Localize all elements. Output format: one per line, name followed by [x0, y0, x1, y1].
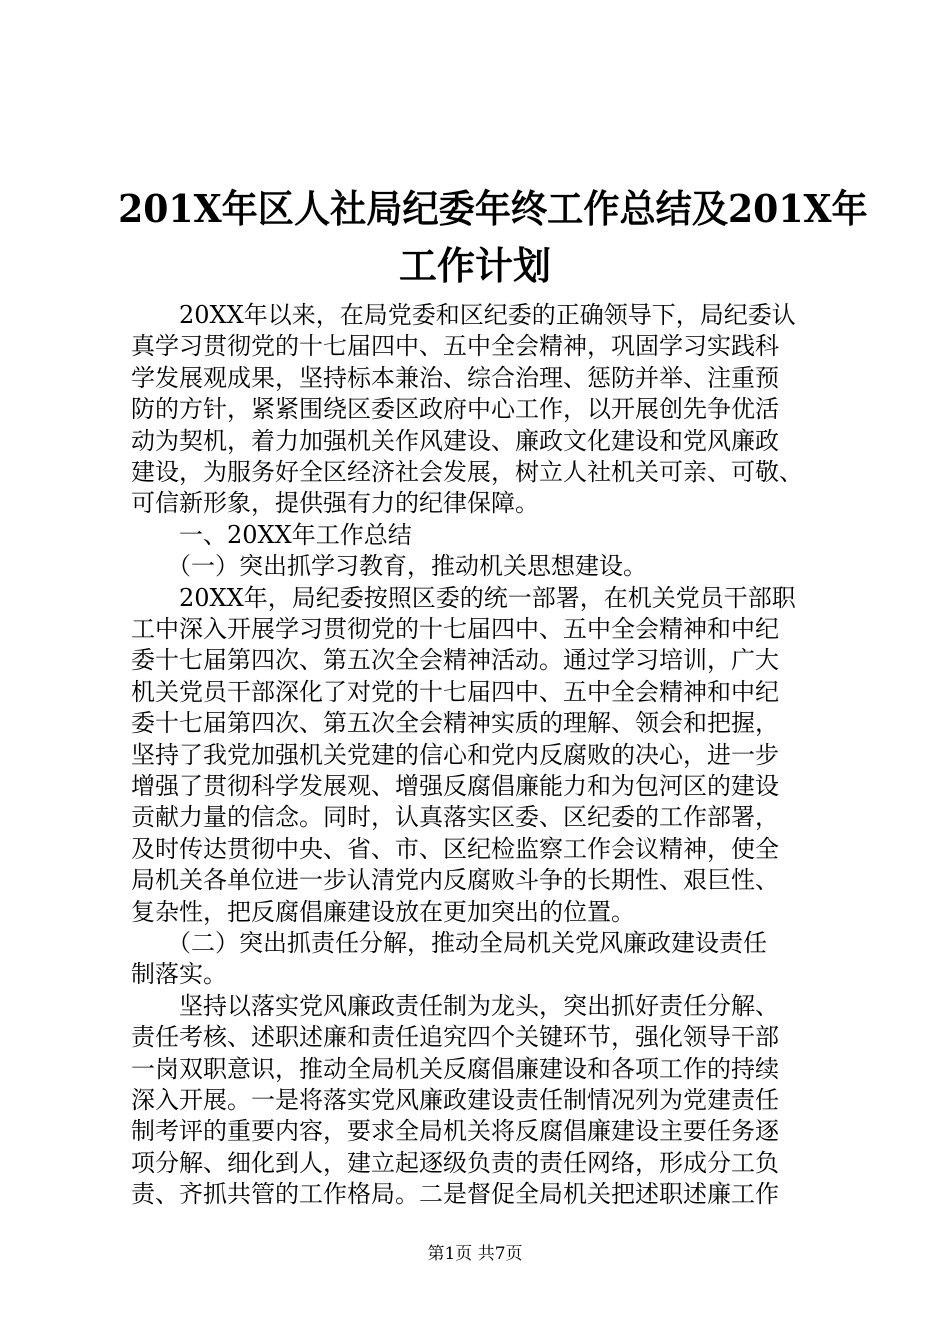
- body-text-line: 防的方针，紧紧围绕区委区政府中心工作，以开展创先争优活: [131, 395, 779, 424]
- body-text-line: 20XX年，局纪委按照区委的统一部署，在机关党员干部职: [131, 583, 796, 612]
- body-text-line: （一）突出抓学习教育，推动机关思想建设。: [131, 552, 647, 581]
- body-text-line: 增强了贯彻科学发展观、增强反腐倡廉能力和为包河区的建设: [131, 772, 779, 800]
- body-text-line: 工中深入开展学习贯彻党的十七届四中、五中全会精神和中纪: [131, 615, 779, 643]
- body-text-line: 责任考核、述职述廉和责任追究四个关键环节，强化领导干部: [131, 1023, 779, 1052]
- body-text-line: 一岗双职意识，推动全局机关反腐倡廉建设和各项工作的持续: [131, 1054, 779, 1083]
- body-text-line: 20XX年以来，在局党委和区纪委的正确领导下，局纪委认: [131, 301, 796, 329]
- body-text-line: 机关党员干部深化了对党的十七届四中、五中全会精神和中纪: [131, 677, 779, 706]
- body-text-line: 责、齐抓共管的工作格局。二是督促全局机关把述职述廉工作: [131, 1180, 779, 1209]
- document-title-line-1: 201X年区人社局纪委年终工作总结及201X年: [118, 186, 868, 231]
- body-text-line: 真学习贯彻党的十七届四中、五中全会精神，巩固学习实践科: [131, 332, 779, 361]
- body-text-line: 建设，为服务好全区经济社会发展，树立人社机关可亲、可敬、: [131, 458, 803, 486]
- body-text-line: 贡献力量的信念。同时，认真落实区委、区纪委的工作部署，: [131, 803, 779, 832]
- body-text-line: 坚持了我党加强机关党建的信心和党内反腐败的决心，进一步: [131, 740, 779, 769]
- body-text-line: 委十七届第四次、第五次全会精神活动。通过学习培训，广大: [131, 646, 779, 675]
- body-text-line: 及时传达贯彻中央、省、市、区纪检监察工作会议精神，使全: [131, 834, 779, 863]
- page-footer: 第1页 共7页: [427, 1244, 523, 1264]
- body-text-line: 可信新形象，提供强有力的纪律保障。: [131, 489, 539, 518]
- body-text-line: 坚持以落实党风廉政责任制为龙头，突出抓好责任分解、: [131, 991, 779, 1020]
- body-text-line: 项分解、细化到人，建立起逐级负责的责任网络，形成分工负: [131, 1148, 779, 1177]
- body-text-line: （二）突出抓责任分解，推动全局机关党风廉政建设责任: [131, 929, 767, 957]
- body-text-line: 局机关各单位进一步认清党内反腐败斗争的长期性、艰巨性、: [131, 866, 779, 895]
- body-text-line: 学发展观成果，坚持标本兼治、综合治理、惩防并举、注重预: [131, 363, 779, 392]
- document-title-line-2: 工作计划: [398, 243, 551, 288]
- body-text-line: 复杂性，把反腐倡廉建设放在更加突出的位置。: [131, 897, 635, 926]
- body-text-line: 委十七届第四次、第五次全会精神实质的理解、领会和把握，: [131, 709, 779, 738]
- body-text-line: 一、20XX年工作总结: [131, 520, 412, 549]
- body-text-line: 动为契机，着力加强机关作风建设、廉政文化建设和党风廉政: [131, 426, 779, 455]
- body-text-line: 制落实。: [131, 960, 227, 989]
- body-text-line: 深入开展。一是将落实党风廉政建设责任制情况列为党建责任: [131, 1086, 779, 1114]
- body-text-line: 制考评的重要内容，要求全局机关将反腐倡廉建设主要任务逐: [131, 1117, 779, 1146]
